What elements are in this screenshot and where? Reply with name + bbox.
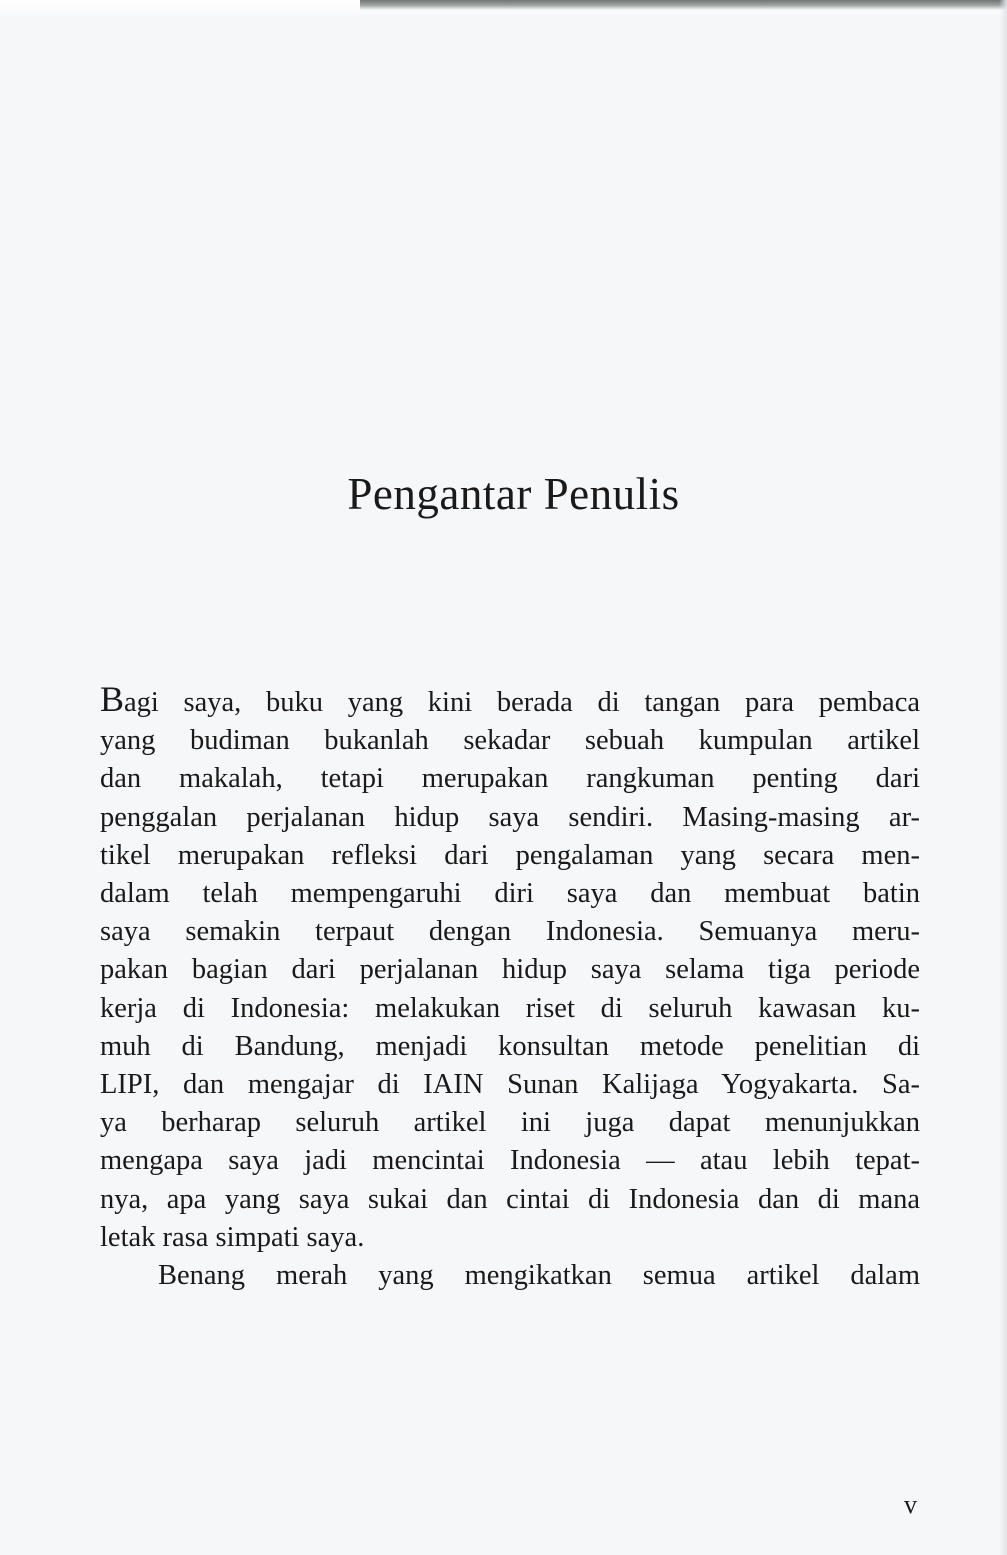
paragraph-1 bbox=[100, 680, 920, 1257]
scan-shadow bbox=[360, 0, 1007, 10]
text-line: mengapa saya jadi mencintai Indonesia — atau lebih tepat- bbox=[100, 1145, 920, 1177]
text-line: LIPI, dan mengajar di IAIN Sunan Kalijaga Yogyakarta. Sa- bbox=[100, 1069, 920, 1101]
body-text bbox=[100, 680, 920, 1295]
text-line: pakan bagian dari perjalanan hidup saya selama tiga periode bbox=[100, 954, 920, 986]
drop-cap: B bbox=[100, 679, 125, 719]
text-line: penggalan perjalanan hidup saya sendiri. Masing-masing ar- bbox=[100, 801, 920, 833]
text-line: saya semakin terpaut dengan Indonesia. Semuanya meru- bbox=[100, 916, 920, 948]
page-number: v bbox=[904, 1490, 917, 1519]
text-line: Bagi saya, buku yang kini berada di tangan para pembaca bbox=[100, 679, 920, 719]
text-line: kerja di Indonesia: melakukan riset di seluruh kawasan ku- bbox=[100, 992, 920, 1024]
paragraph-2 bbox=[100, 1257, 920, 1295]
chapter-title: Pengantar Penulis bbox=[347, 469, 680, 519]
text-line: tikel merupakan refleksi dari pengalaman yang secara men- bbox=[100, 839, 920, 871]
text-line: muh di Bandung, menjadi konsultan metode penelitian di bbox=[100, 1030, 920, 1062]
text-line: ya berharap seluruh artikel ini juga dapat menunjukkan bbox=[100, 1107, 920, 1139]
text-line: dalam telah mempengaruhi diri saya dan membuat batin bbox=[100, 878, 920, 910]
text-line: yang budiman bukanlah sekadar sebuah kumpulan artikel bbox=[100, 725, 920, 757]
text-line: letak rasa simpati saya. bbox=[100, 1221, 365, 1253]
text-line: dan makalah, tetapi merupakan rangkuman penting dari bbox=[100, 763, 920, 795]
page-right-edge bbox=[999, 0, 1007, 1555]
text-line: Benang merah yang mengikatkan semua artikel dalam bbox=[158, 1260, 920, 1292]
text-line: nya, apa yang saya sukai dan cintai di Indonesia dan di mana bbox=[100, 1183, 920, 1215]
